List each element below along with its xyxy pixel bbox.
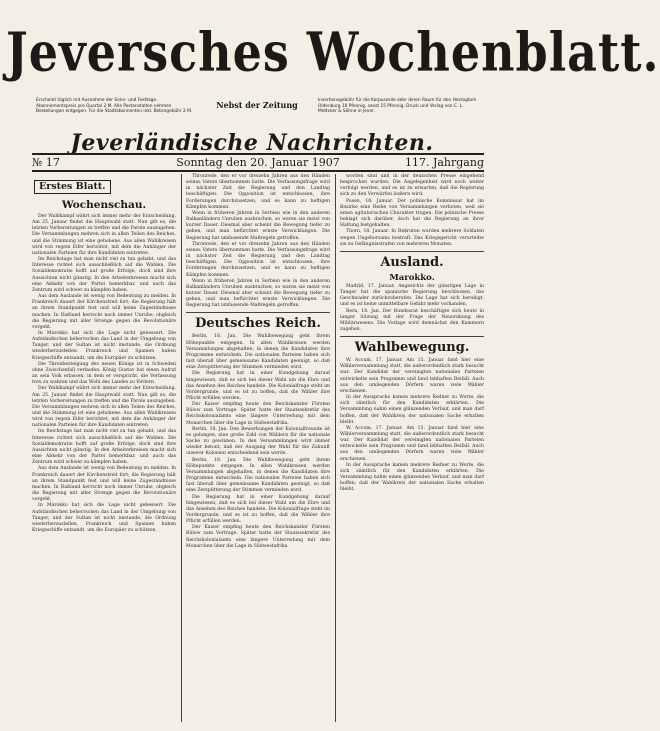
issue-date: Sonntag den 20. Januar 1907 <box>176 156 340 169</box>
issue-number: № 17 <box>32 156 60 169</box>
morocco-subheading: Marokko. <box>389 272 435 283</box>
paragraph: Der Wahlkampf währt sich immer mehr der Entscheidung. Am 25. Januar findet die Hauptwahl statt. Nun gilt es, die letzten Vorbereitungen zu treffen und die Parole auszugeben. Die Versammlungen mehren sich in allen Teilen des Reiches, und die Stimmung ist eine gehobene. Aus allen Wahlkreisen wird von regem Eifer berichtet, mit dem die Anhänger der nationalen Parteien für ihre Kandidaten eintreten. <box>32 214 176 256</box>
paragraph: Die Regierung hat in einer Kundgebung darauf hingewiesen, daß es sich bei dieser Wahl um die Ehre und das Ansehen des Reiches handele. Die Kolonialfrage steht im Vordergrunde, und es ist zu hoffen, daß die Wähler ihre Pflicht erfüllen werden. <box>186 371 330 401</box>
newspaper-title: Jeversches Wochenblatt. <box>6 20 660 84</box>
paragraph: In Marokko hat sich die Lage nicht gebessert. Die Aufständischen beherrschen das Land in der Umgebung von Tanger, und der Sultan ist nicht imstande, die Ordnung wiederherzustellen. Frankreich und Spanien haben Kriegsschiffe entsandt, um die Europäer zu schützen. <box>32 330 176 361</box>
column-2 <box>186 174 330 722</box>
paragraph: Thronrede, den er vor dreizehn Jahren aus den Händen seines Vaters übernommen hatte. Die Verfassungsfrage wird in nächster Zeit die Regierung und den Landtag beschäftigen. Die Opposition ist entschlossen, ihre Forderungen durchzusetzen, und es kann zu heftigen Kämpfen kommen. <box>186 241 330 278</box>
foreign-news-heading: Ausland. <box>380 254 444 270</box>
paragraph: W. Accum, 17. Januar. Am 15. Januar fand hier eine Wählerversammlung statt, die außerordentlich stark besucht war. Der Kandidat der vereinigten nationalen Parteien entwickelte sein Programm und fand lebhaften Beifall. Auch aus den umliegenden Dörfern waren viele Wähler erschienen. <box>340 358 484 394</box>
paragraph: Die Regierung hat in einer Kundgebung darauf hingewiesen, daß es sich bei dieser Wahl um die Ehre und das Ansehen des Reiches handele. Die Kolonialfrage steht im Vordergrunde, und es ist zu hoffen, daß die Wähler ihre Pflicht erfüllen werden. <box>186 494 330 525</box>
paragraph: Im Reichstage hat man nicht viel zu tun gehabt, und das Interesse richtet sich ausschließlich auf die Wahlen. Die Sozialdemokratie hofft auf große Erfolge, doch sind ihre Aussichten nicht günstig. In den Arbeiterkreisen macht sich eine Abkehr von der Partei bemerkbar, und auch das Zentrum wird schwer zu kämpfen haben. <box>32 429 176 466</box>
paragraph: Wenn in früheren Jahren in Serbien wie in den anderen Balkanländern Unruhen ausbrachen, so waren sie meist von kurzer Dauer. Diesmal aber scheint die Bewegung tiefer zu gehen, und man befürchtet ernste Verwicklungen. Die Regierung hat umfassende Maßregeln getroffen. <box>186 278 330 309</box>
paragraph: Der Kaiser empfing heute den Reichskanzler Fürsten Bülow zum Vortrage. Später hatte der Staatssekretär des Reichskolonialamts eine längere Unterredung mit dem Monarchen über die Lage in Südwestafrika. <box>186 525 330 549</box>
paragraph: Posen, 18. Januar. Der polnische Kommissar hat im Bezirke eine Reihe von Versammlungen verboten, weil sie einen agitatorischen Charakter trugen. Die polnische Presse beklagt sich darüber, doch hat die Regierung an ihrer Haltung festgehalten. <box>340 198 484 229</box>
election-heading: Wahlbewegung. <box>354 340 470 356</box>
paragraph: Der Wahlkampf währt sich immer mehr der Entscheidung. Am 25. Januar findet die Hauptwahl statt. Nun gilt es, die letzten Vorbereitungen zu treffen und die Parole auszugeben. Die Versammlungen mehren sich in allen Teilen des Reiches, und die Stimmung ist eine gehobene. Aus allen Wahlkreisen wird von regem Eifer berichtet, mit dem die Anhänger der nationalen Parteien für ihre Kandidaten eintreten. <box>32 386 176 429</box>
weekly-review-heading: Wochenschau. <box>61 199 147 211</box>
newspaper-page <box>6 4 660 726</box>
supplement-note: Nebst der Zeitung <box>216 100 298 110</box>
paragraph: Thronrede, den er vor dreizehn Jahren aus den Händen seines Vaters übernommen hatte. Die Verfassungsfrage wird in nächster Zeit die Regierung und den Landtag beschäftigen. Die Opposition ist entschlossen, ihre Forderungen durchzusetzen, und es kann zu heftigen Kämpfen kommen. <box>186 174 330 210</box>
paragraph: Berlin, 18. Jan. Die Wahlbewegung geht ihrem Höhepunkte entgegen. In allen Wahlkreisen werden Versammlungen abgehalten, in denen die Kandidaten ihre Programme entwickeln. Die nationalen Parteien haben sich fast überall über gemeinsame Kandidaten geeinigt, so daß eine Zersplitterung der Stimmen vermieden wird. <box>186 457 330 494</box>
article-columns <box>32 174 484 722</box>
masthead <box>6 14 660 90</box>
paragraph: Bern, 18. Jan. Der Bundesrat beschäftigte sich heute in langer Sitzung mit der Frage der Neuordnung des Militärwesens. Die Vorlage wird demnächst den Kammern zugehen. <box>340 308 484 332</box>
german-reich-heading: Deutsches Reich. <box>195 316 321 332</box>
advertising-note: Insertionsgebühr für die Korpuszeile oder deren Raum für den Herzogtum Oldenburg 10 Pfennig, sonst 15 Pfennig. Druck und Verlag von C. L. Mettcker & Söhne in Jever. <box>318 98 477 115</box>
issue-year: 117. Jahrgang <box>404 156 484 169</box>
first-sheet-label: Erstes Blatt. <box>34 180 111 194</box>
dateline-bottom-rule <box>32 170 484 172</box>
paragraph: W. Accum, 17. Januar. Am 15. Januar fand hier eine Wählerversammlung statt, die außerordentlich stark besucht war. Der Kandidat der vereinigten nationalen Parteien entwickelte sein Programm und fand lebhaften Beifall. Auch aus den umliegenden Dörfern waren viele Wähler erschienen. <box>340 425 484 462</box>
paragraph: Berlin, 18. Jan. Die Wahlbewegung geht ihrem Höhepunkte entgegen. In allen Wahlkreisen werden Versammlungen abgehalten, in denen die Kandidaten ihre Programme entwickeln. Die nationalen Parteien haben sich fast überall über gemeinsame Kandidaten geeinigt, so daß eine Zersplitterung der Stimmen vermieden wird. <box>186 334 330 371</box>
paragraph: In der Aussprache kamen mehrere Redner zu Worte, die sich sämtlich für den Kandidaten erklärten. Die Versammlung nahm einen glänzenden Verlauf, und man darf hoffen, daß der Wahlkreis der nationalen Sache erhalten bleibt. <box>340 462 484 493</box>
column-divider <box>181 174 182 722</box>
column-divider <box>335 174 336 722</box>
paragraph: Aus dem Auslande ist wenig von Bedeutung zu melden. In Frankreich dauert der Kirchenstreit fort; die Regierung hält an ihrem Standpunkt fest und will keine Zugeständnisse machen. In Rußland herrscht noch immer Unruhe, obgleich die Regierung mit aller Strenge gegen die Revolutionäre vorgeht. <box>32 294 176 330</box>
paragraph: Der Kaiser empfing heute den Reichskanzler Fürsten Bülow zum Vortrage. Später hatte der Staatssekretär des Reichskolonialamts eine längere Unterredung mit dem Monarchen über die Lage in Südwestafrika. <box>186 402 330 426</box>
column-1 <box>32 174 176 722</box>
section-rule <box>340 251 484 252</box>
section-rule <box>186 312 330 313</box>
paragraph: Berlin, 18. Jan. Den Bewerbungen der Kolonialfreunde ist es gelungen, eine große Zahl von Wählern für die nationale Sache zu gewinnen. In den Versammlungen wird immer wieder betont, daß der Ausgang der Wahl für die Zukunft unserer Kolonien entscheidend sein werde. <box>186 426 330 457</box>
newspaper-subtitle: Jeverländische Nachrichten. <box>70 130 434 156</box>
paragraph: Thorn, 18. Januar. In Rekruten wurden mehrere Soldaten wegen Ungehorsams bestraft. Das Kriegsgericht verurteilte sie zu Gefängnisstrafen von mehreren Monaten. <box>340 229 484 247</box>
paragraph: In der Aussprache kamen mehrere Redner zu Worte, die sich sämtlich für den Kandidaten erklärten. Die Versammlung nahm einen glänzenden Verlauf, und man darf hoffen, daß der Wahlkreis der nationalen Sache erhalten bleibt. <box>340 395 484 425</box>
paragraph: Wenn in früheren Jahren in Serbien wie in den anderen Balkanländern Unruhen ausbrachen, so waren sie meist von kurzer Dauer. Diesmal aber scheint die Bewegung tiefer zu gehen, und man befürchtet ernste Verwicklungen. Die Regierung hat umfassende Maßregeln getroffen. <box>186 210 330 241</box>
subscription-note: Erscheint täglich mit Ausnahme der Sonn- und Festtage. Abonnementspreis pro Quartal 2 M. Alle Postanstalten nehmen Bestellungen entgegen. Für die Stadtabonnenten inkl. Botengebühr 2 M. <box>36 98 193 115</box>
paragraph: worden sind und in der deutschen Presse eingehend besprochen wurden. Die Angelegenheit wird noch weiter verfolgt werden, und es ist zu erwarten, daß die Regierung sich zu den Vorwürfen äußern wird. <box>340 174 484 198</box>
column-3 <box>340 174 484 722</box>
paragraph: Die Thronbesteigung des neuen Königs ist in Schweden ohne Zwischenfall verlaufen. König Gustav hat einen Aufruf an sein Volk erlassen, in dem er verspricht, die Verfassung treu zu wahren und das Wohl des Landes zu fördern. <box>32 361 176 386</box>
paragraph: In Marokko hat sich die Lage nicht gebessert. Die Aufständischen beherrschen das Land in der Umgebung von Tanger, und der Sultan ist nicht imstande, die Ordnung wiederherzustellen. Frankreich und Spanien haben Kriegsschiffe entsandt, um die Europäer zu schützen. <box>32 503 176 533</box>
paragraph: Im Reichstage hat man nicht viel zu tun gehabt, und das Interesse richtet sich ausschließlich auf die Wahlen. Die Sozialdemokratie hofft auf große Erfolge, doch sind ihre Aussichten nicht günstig. In den Arbeiterkreisen macht sich eine Abkehr von der Partei bemerkbar, und auch das Zentrum wird schwer zu kämpfen haben. <box>32 257 176 293</box>
section-rule <box>340 336 484 337</box>
dateline-top-rule <box>32 153 484 155</box>
masthead-subhead <box>6 98 498 128</box>
paragraph: Madrid, 17. Januar. Angesichts der günstigen Lage in Tanger hat die spanische Regierung beschlossen, das Geschwader zurückzuberufen. Die Lage hat sich beruhigt, und es ist keine unmittelbare Gefahr mehr vorhanden. <box>340 283 484 308</box>
dateline <box>32 156 484 170</box>
paragraph: Aus dem Auslande ist wenig von Bedeutung zu melden. In Frankreich dauert der Kirchenstreit fort; die Regierung hält an ihrem Standpunkt fest und will keine Zugeständnisse machen. In Rußland herrscht noch immer Unruhe, obgleich die Regierung mit aller Strenge gegen die Revolutionäre vorgeht. <box>32 466 176 503</box>
